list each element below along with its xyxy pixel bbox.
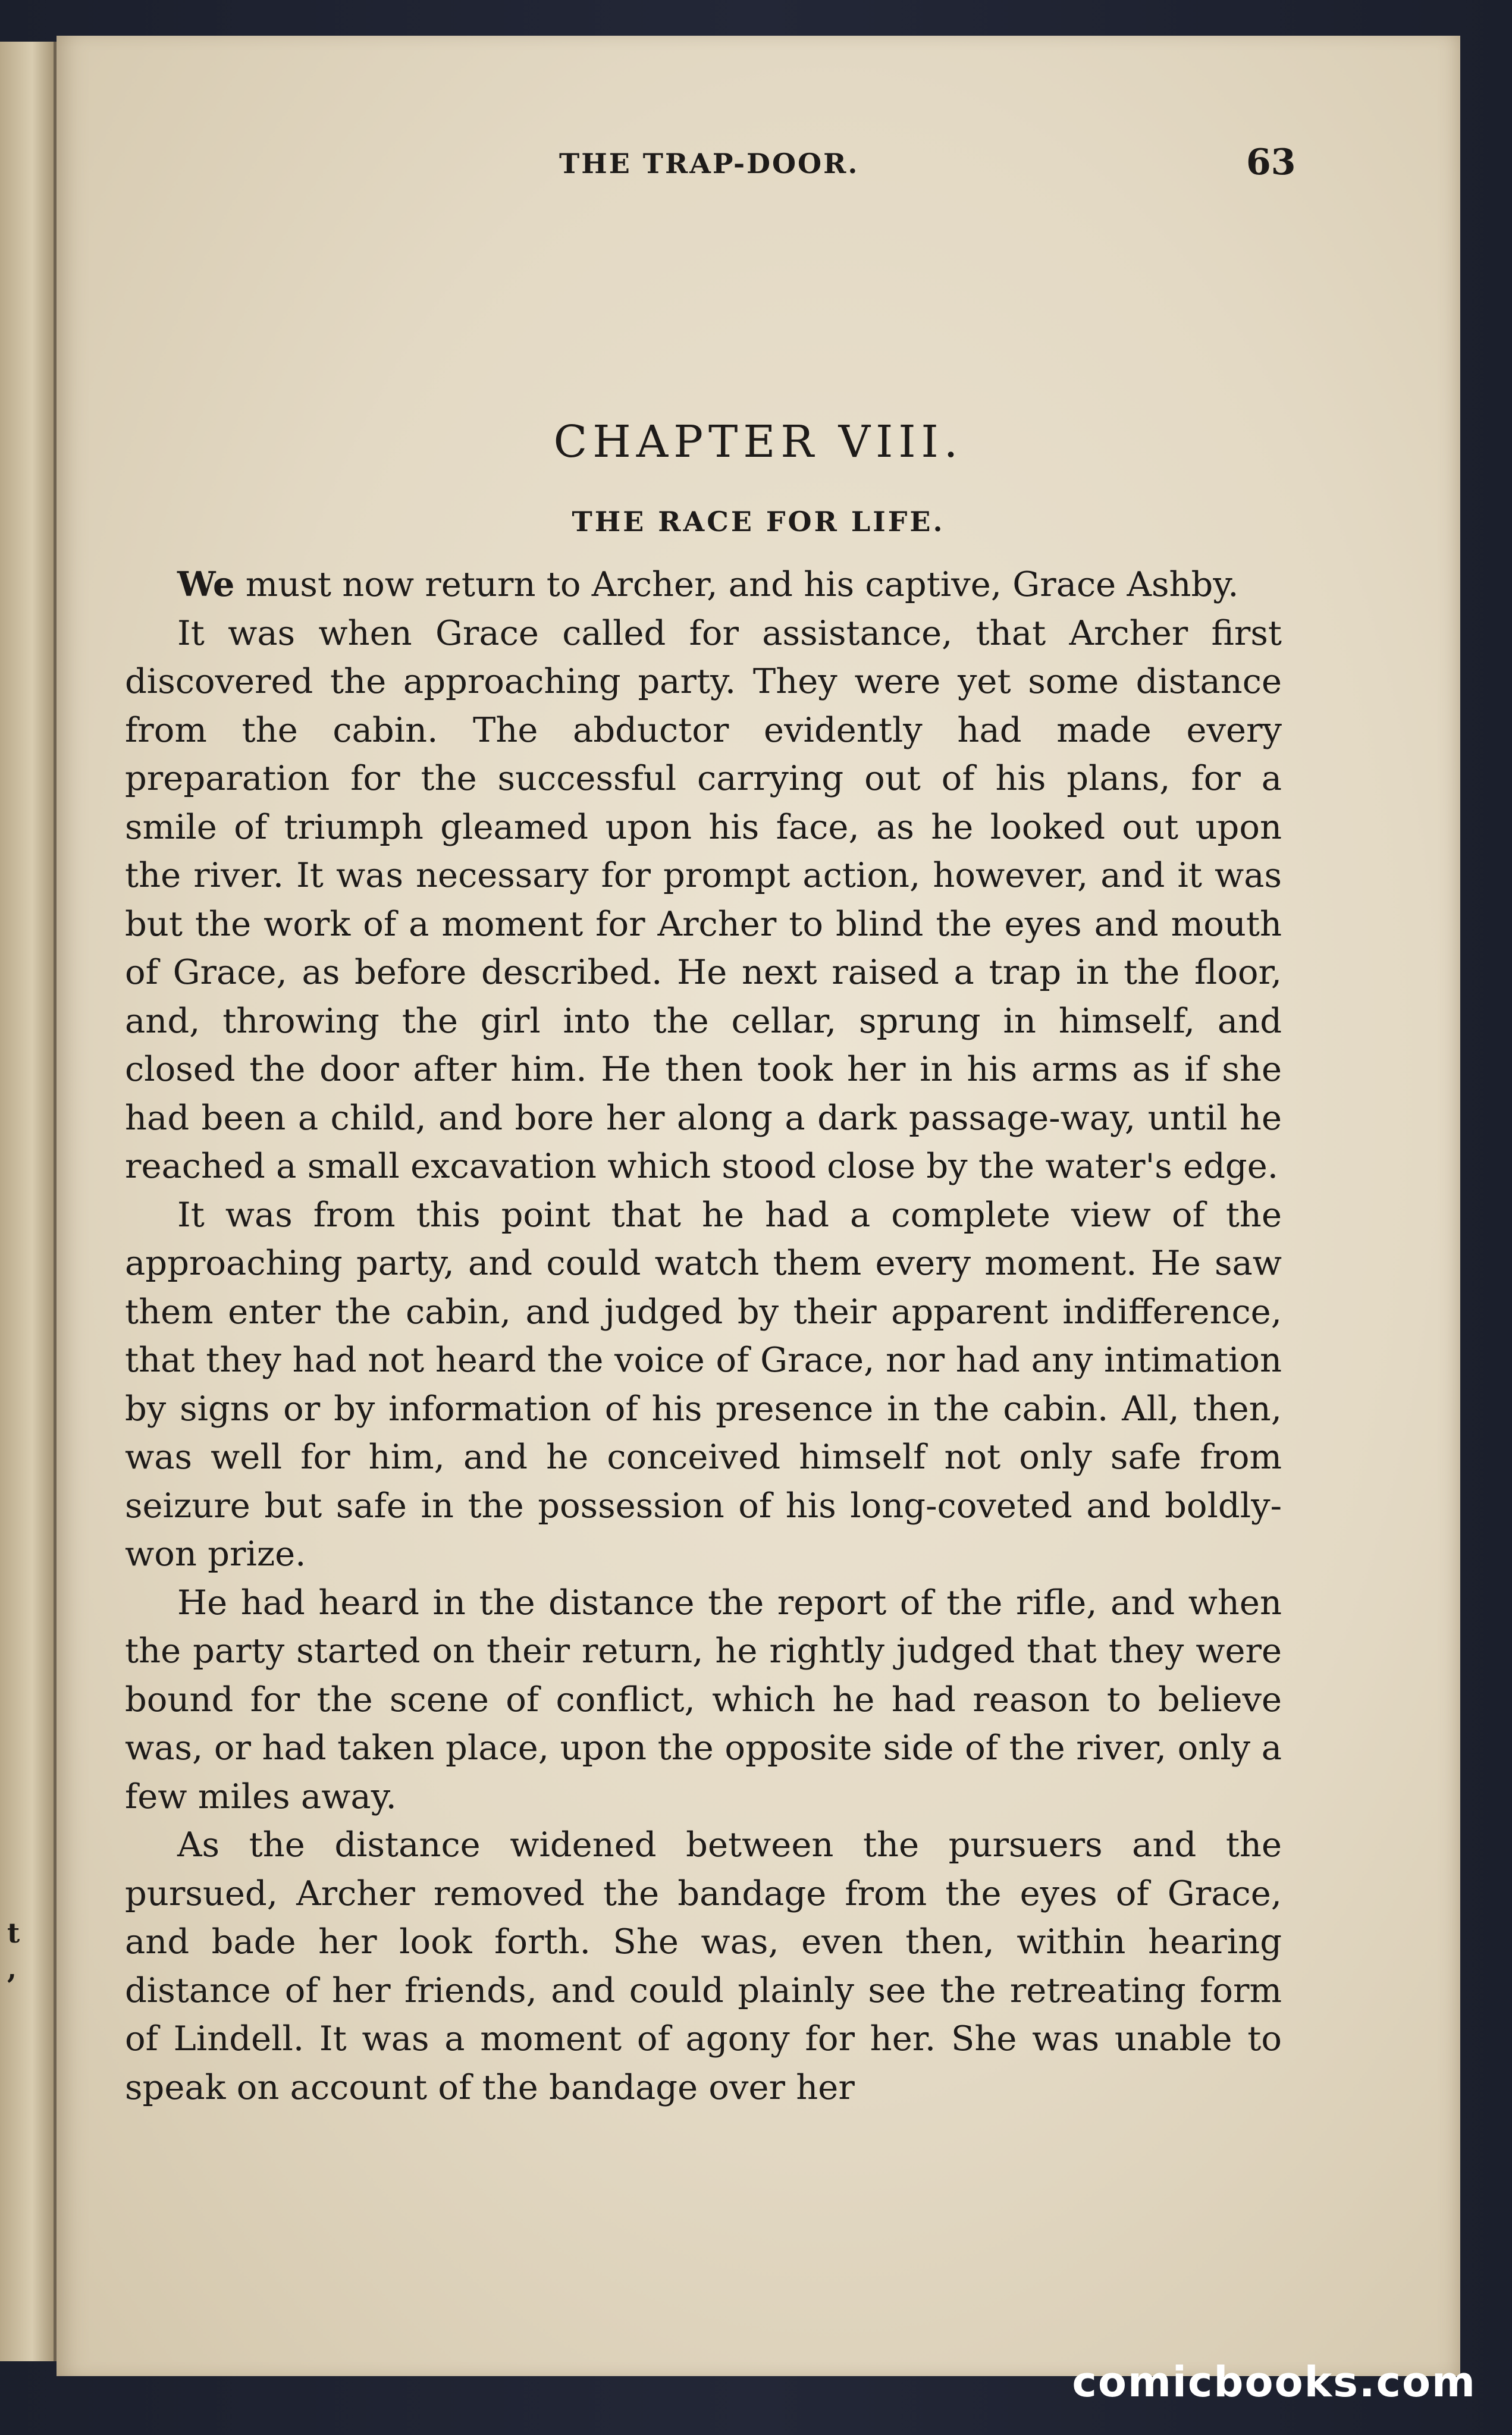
left-page-edge (0, 42, 57, 2361)
chapter-subtitle: THE RACE FOR LIFE. (572, 506, 945, 538)
left-page-marks (7, 1915, 20, 1987)
watermark: comicbooks.com (1072, 2358, 1476, 2406)
paragraph-1-text: must now return to Archer, and his captive, Grace Ashby. (234, 564, 1239, 604)
paragraph-1 (125, 560, 1282, 609)
paragraph-3: It was from this point that he had a complete view of the approaching party, and could watch them every moment. He saw them enter the cabin, and judged by their apparent indifference, that they had not heard the voice of Grace, nor had any intimation by signs or by information of his presence in the cabin. All, then, was well for him, and he conceived himself not only safe from seizure but safe in the possession of his long-coveted and boldly-won prize. (125, 1194, 1282, 1574)
paragraph-4: He had heard in the distance the report of the rifle, and when the party started on their return, he rightly judged that they were bound for the scene of conflict, which he had reason to believe was, or had taken place, upon the opposite side of the river, only a few miles away. (125, 1582, 1282, 1816)
paragraph-lead-word: We (177, 564, 235, 604)
left-page-mark: t (7, 1917, 20, 1949)
chapter-body (125, 560, 1282, 2111)
paragraph-2: It was when Grace called for assistance, that Archer first discovered the approaching party. They were yet some distance from the cabin. The abductor evidently had made every preparation for the successful carrying out of his plans, for a smile of triumph gleamed upon his face, as he looked out upon the river. It was necessary for prompt action, however, and it was but the work of a moment for Archer to blind the eyes and mouth of Grace, as before described. He next raised a trap in the floor, and, throwing the girl into the cellar, sprung in himself, and closed the door after him. He then took her in his arms as if she had been a child, and bore her along a dark passage-way, until he reached a small excavation which stood close by the water's edge. (125, 613, 1282, 1186)
paragraph-5: As the distance widened between the pursuers and the pursued, Archer removed the bandage from the eyes of Grace, and bade her look forth. She was, even then, within hearing distance of her friends, and could plainly see the retreating form of Lindell. It was a moment of agony for her. She was unable to speak on account of the bandage over her (125, 1825, 1282, 2107)
running-head: THE TRAP-DOOR. (559, 148, 859, 180)
chapter-title: CHAPTER VIII. (553, 416, 964, 467)
book-page (57, 36, 1460, 2376)
page-number: 63 (1246, 142, 1296, 183)
left-page-mark: , (7, 1953, 17, 1985)
